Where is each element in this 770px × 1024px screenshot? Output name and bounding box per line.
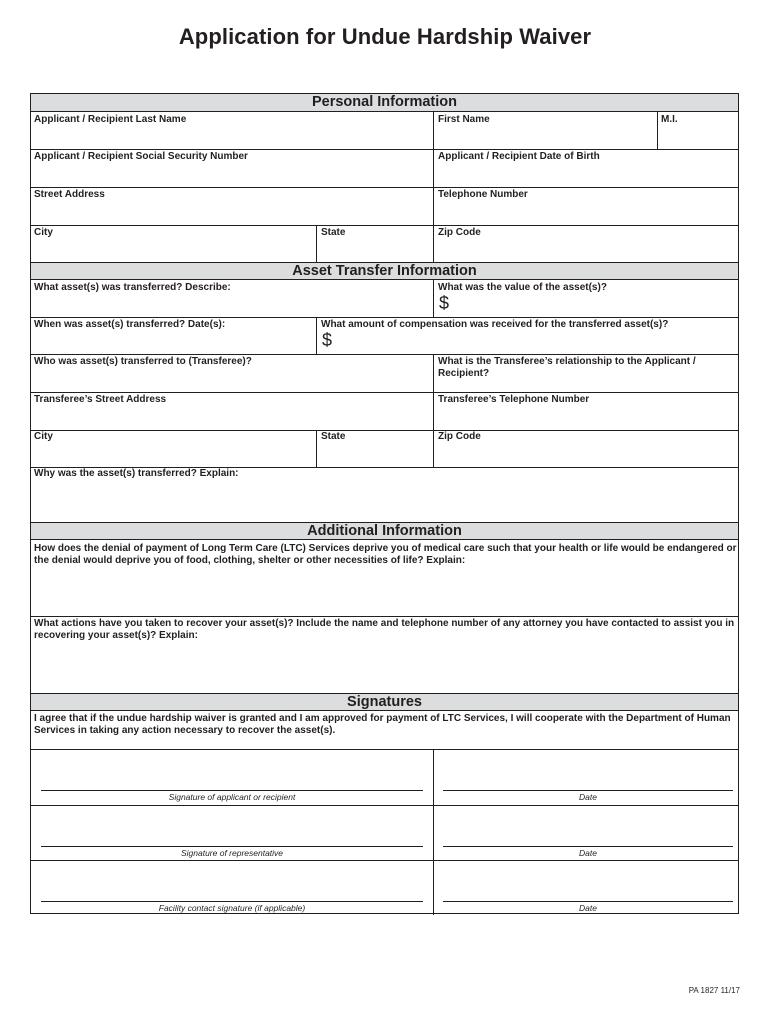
row-divider [31, 616, 738, 617]
dollar-sign: $ [439, 293, 450, 313]
row-divider [31, 392, 738, 393]
zip-code-label: Zip Code [438, 227, 481, 238]
dob-label: Applicant / Recipient Date of Birth [438, 151, 600, 162]
divider [316, 225, 317, 262]
transferee-state-label: State [321, 431, 346, 442]
divider [433, 354, 434, 392]
first-name-field[interactable] [434, 126, 656, 148]
divider [316, 430, 317, 467]
last-name-field[interactable] [31, 126, 432, 148]
facility-date-field[interactable] [443, 869, 733, 901]
date-caption: Date [579, 792, 597, 802]
divider [433, 749, 434, 915]
transferee-zip-label: Zip Code [438, 431, 481, 442]
representative-signature-caption: Signature of representative [180, 848, 284, 858]
divider [433, 149, 434, 187]
row-divider [31, 317, 738, 318]
state-field[interactable] [317, 240, 432, 262]
telephone-field[interactable] [434, 202, 738, 224]
date-caption: Date [579, 903, 597, 913]
row-divider [31, 430, 738, 431]
transferee-street-field[interactable] [31, 407, 432, 429]
row-divider [31, 354, 738, 355]
transferee-city-field[interactable] [31, 444, 315, 466]
row-divider [31, 860, 738, 861]
ltc-denial-question: How does the denial of payment of Long Term Care (LTC) Services deprive you of medical care such that your health or life would be endangered or the denial would deprive you of food, clothing, shelter or other necessities of life? Explain: [34, 543, 737, 566]
last-name-label: Applicant / Recipient Last Name [34, 114, 187, 125]
transferee-phone-label: Transferee’s Telephone Number [438, 394, 590, 405]
row-divider [31, 805, 738, 806]
divider [316, 317, 317, 354]
transferee-phone-field[interactable] [434, 407, 738, 429]
transferee-state-field[interactable] [317, 444, 432, 466]
divider [433, 280, 434, 317]
agreement-text: I agree that if the undue hardship waiver is granted and I am approved for payment of LTC Services, I will cooperate with the Department of Human Services in taking any action necessary to recover the asset(s). [34, 713, 731, 736]
street-address-label: Street Address [34, 189, 105, 200]
ssn-field[interactable] [31, 164, 432, 186]
date-line [443, 901, 733, 902]
middle-initial-label: M.I. [661, 114, 678, 125]
transfer-date-label: When was asset(s) transferred? Date(s): [34, 319, 226, 330]
applicant-date-field[interactable] [443, 758, 733, 790]
signature-line [41, 901, 423, 902]
divider [657, 111, 658, 149]
divider [433, 187, 434, 225]
compensation-label: What amount of compensation was received for the transferred asset(s)? [321, 319, 669, 330]
section-header-asset-transfer: Asset Transfer Information [31, 262, 738, 280]
applicant-signature-caption: Signature of applicant or recipient [168, 792, 296, 802]
compensation-field[interactable] [334, 331, 738, 353]
signature-line [41, 846, 423, 847]
date-caption: Date [579, 848, 597, 858]
transfer-reason-label: Why was the asset(s) transferred? Explain: [34, 468, 239, 479]
form-title: Application for Undue Hardship Waiver [178, 24, 592, 49]
recovery-actions-question: What actions have you taken to recover your asset(s)? Include the name and telephone number of any attorney you have contacted to assist you in recovering your asset(s)? Explain: [34, 618, 735, 641]
middle-initial-field[interactable] [658, 126, 738, 148]
dollar-sign: $ [322, 330, 333, 350]
transferee-zip-field[interactable] [434, 444, 738, 466]
transfer-reason-field[interactable] [31, 481, 738, 521]
row-divider [31, 225, 738, 226]
divider [433, 111, 434, 149]
assets-transferred-label: What asset(s) was transferred? Describe: [34, 282, 231, 293]
relationship-label: What is the Transferee’s relationship to the Applicant / Recipient? [438, 356, 696, 379]
row-divider [31, 749, 738, 750]
section-header-signatures: Signatures [31, 693, 738, 711]
form-number: PA 1827 11/17 [688, 986, 740, 995]
row-divider [31, 187, 738, 188]
date-line [443, 790, 733, 791]
recovery-actions-answer-field[interactable] [31, 644, 738, 692]
transfer-date-field[interactable] [31, 331, 315, 353]
dob-field[interactable] [434, 164, 738, 186]
section-header-personal: Personal Information [31, 94, 738, 112]
city-label: City [34, 227, 53, 238]
row-divider [31, 149, 738, 150]
first-name-label: First Name [438, 114, 490, 125]
transferee-field[interactable] [31, 369, 432, 391]
divider [433, 430, 434, 467]
representative-signature-field[interactable] [41, 814, 423, 846]
transferee-city-label: City [34, 431, 53, 442]
transferee-label: Who was asset(s) transferred to (Transferee)? [34, 356, 252, 367]
city-field[interactable] [31, 240, 315, 262]
transferee-street-label: Transferee’s Street Address [34, 394, 167, 405]
form-frame [30, 93, 739, 914]
ltc-denial-answer-field[interactable] [31, 568, 738, 615]
relationship-field[interactable] [434, 380, 738, 391]
zip-code-field[interactable] [434, 240, 738, 262]
facility-signature-field[interactable] [41, 869, 423, 901]
date-line [443, 846, 733, 847]
section-header-additional: Additional Information [31, 522, 738, 540]
divider [433, 225, 434, 262]
divider [433, 392, 434, 430]
representative-date-field[interactable] [443, 814, 733, 846]
asset-value-label: What was the value of the asset(s)? [438, 282, 607, 293]
ssn-label: Applicant / Recipient Social Security Number [34, 151, 248, 162]
street-address-field[interactable] [31, 202, 432, 224]
state-label: State [321, 227, 346, 238]
signature-line [41, 790, 423, 791]
applicant-signature-field[interactable] [41, 758, 423, 790]
assets-transferred-field[interactable] [31, 294, 432, 316]
facility-signature-caption: Facility contact signature (if applicable) [158, 903, 306, 913]
asset-value-field[interactable] [451, 294, 738, 316]
telephone-label: Telephone Number [438, 189, 528, 200]
